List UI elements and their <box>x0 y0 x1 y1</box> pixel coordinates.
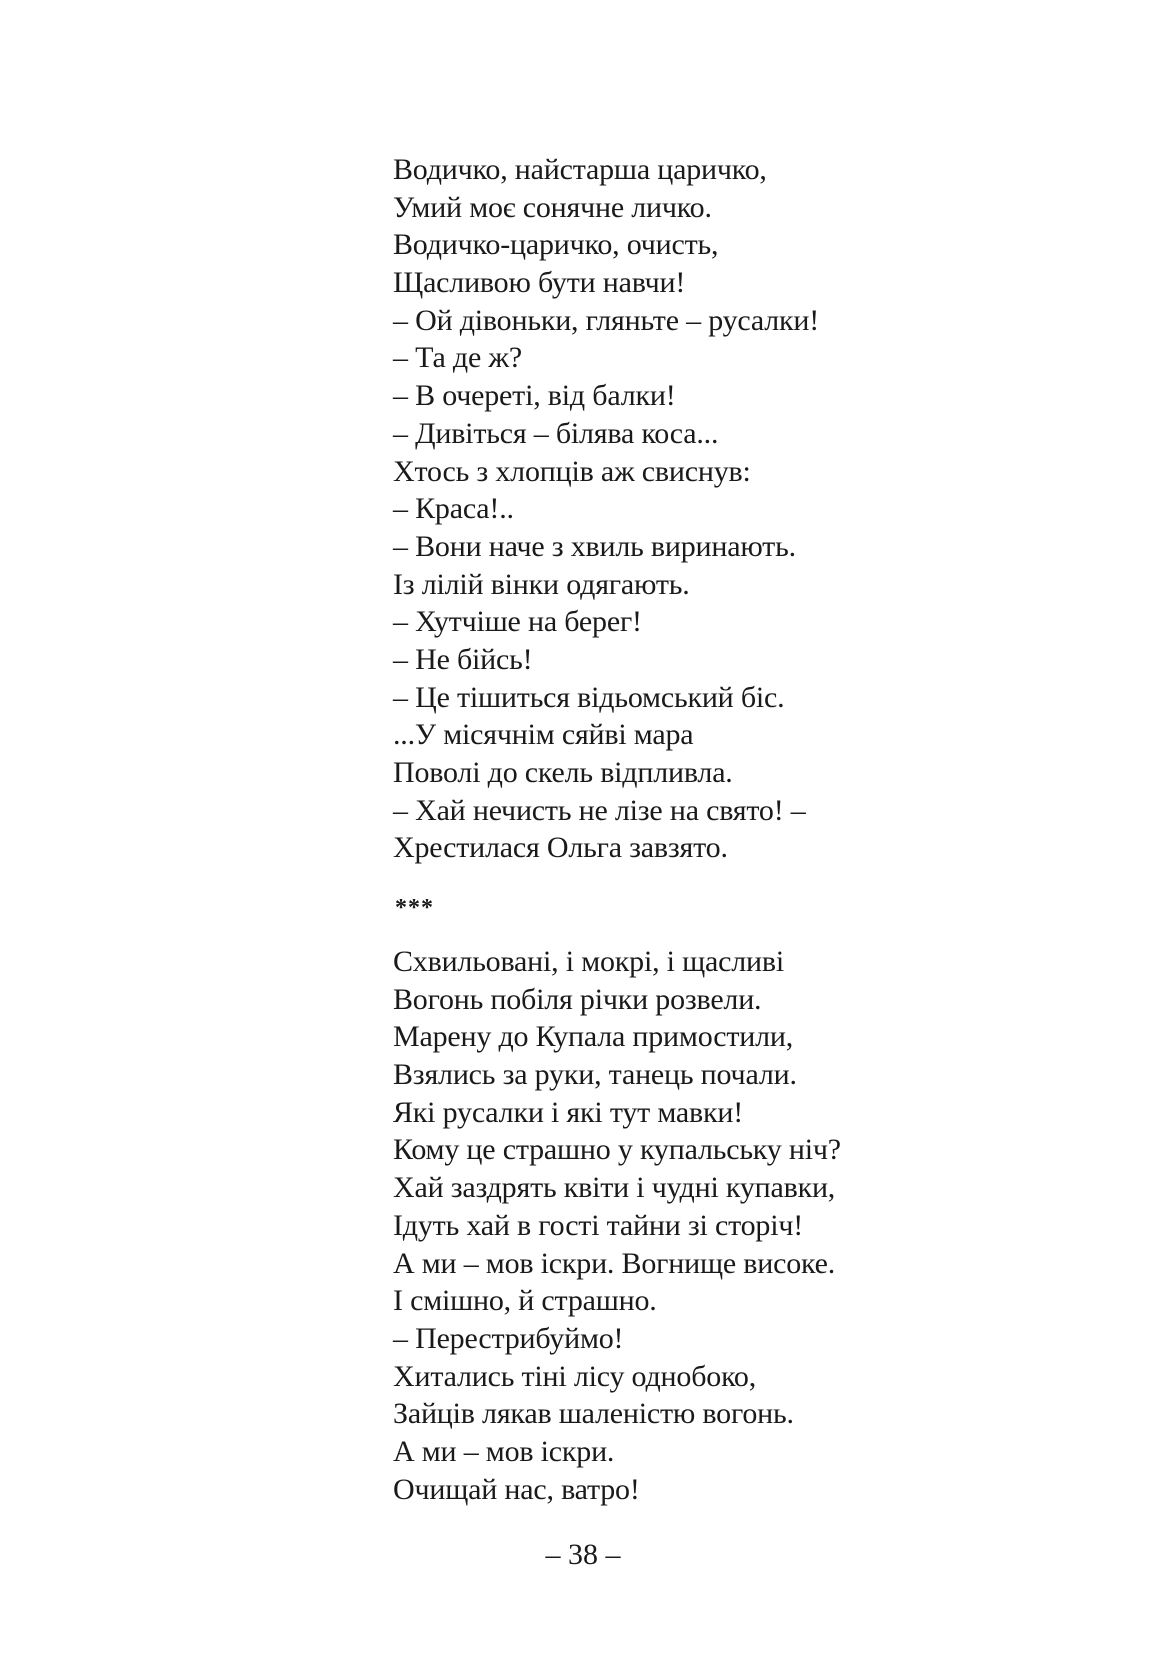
poem-line: Ідуть хай в гості тайни зі сторіч! <box>393 1208 804 1242</box>
poem-line: Кому це страшно у купальську ніч? <box>393 1133 841 1167</box>
poem-line: – Не бійсь! <box>393 642 533 676</box>
poem-stanza-2 <box>393 943 841 1508</box>
poem-line: ...У місячнім сяйві мара <box>393 718 694 752</box>
poem-line: Щасливою бути навчи! <box>393 266 686 300</box>
poem-line: – Дивіться – білява коса... <box>393 416 719 450</box>
poem-line: А ми – мов іскри. <box>393 1434 615 1468</box>
poem-line: – Це тішиться відьомський біс. <box>393 680 785 714</box>
poem-line: Хай заздрять квіти і чудні купавки, <box>393 1171 836 1205</box>
poem-line: – Ой дівоньки, гляньте – русалки! <box>393 303 820 337</box>
poem-line: – Краса!.. <box>393 492 514 526</box>
poem-line: Вогонь побіля річки розвели. <box>393 982 762 1016</box>
poem-line: – В очереті, від балки! <box>393 379 676 413</box>
poem-line: А ми – мов іскри. Вогнище високе. <box>393 1246 836 1280</box>
poem-line: Поволі до скель відпливла. <box>393 756 733 789</box>
page-number: – 38 – <box>545 1538 621 1571</box>
poem-line: Хитались тіні лісу однобоко, <box>393 1359 757 1393</box>
poem-line: Зайців лякав шаленістю вогонь. <box>393 1397 794 1431</box>
poem-line: Взялись за руки, танець почали. <box>393 1058 797 1092</box>
poem-line: Які русалки і які тут мавки! <box>393 1095 744 1129</box>
poem-line: Умий моє сонячне личко. <box>393 190 712 224</box>
poem-line: – Та де ж? <box>393 341 523 375</box>
poem-stanza-1 <box>393 151 819 867</box>
poem-line: І смішно, й страшно. <box>393 1284 657 1318</box>
poem-line: – Хутчіше на берег! <box>393 605 642 639</box>
poem-line: Марену до Купала примостили, <box>393 1020 794 1054</box>
poem-line: – Перестрибуймо! <box>393 1321 624 1355</box>
poem-line: Із лілій вінки одягають. <box>393 567 690 601</box>
poem-line: Хтось з хлопців аж свиснув: <box>393 454 751 488</box>
poem-line: Водичко-царичко, очисть, <box>393 228 719 262</box>
poem-line: Очищай нас, ватро! <box>393 1472 640 1506</box>
poem-line: Хрестилася Ольга завзято. <box>393 831 728 865</box>
poem-line: – Вони наче з хвиль виринають. <box>393 529 796 563</box>
poem-line: Водичко, найстарша царичко, <box>393 153 767 186</box>
poem-line: Схвильовані, і мокрі, і щасливі <box>393 945 784 978</box>
poem-line: – Хай нечисть не лізе на свято! – <box>393 793 806 827</box>
section-separator: *** <box>395 895 434 921</box>
